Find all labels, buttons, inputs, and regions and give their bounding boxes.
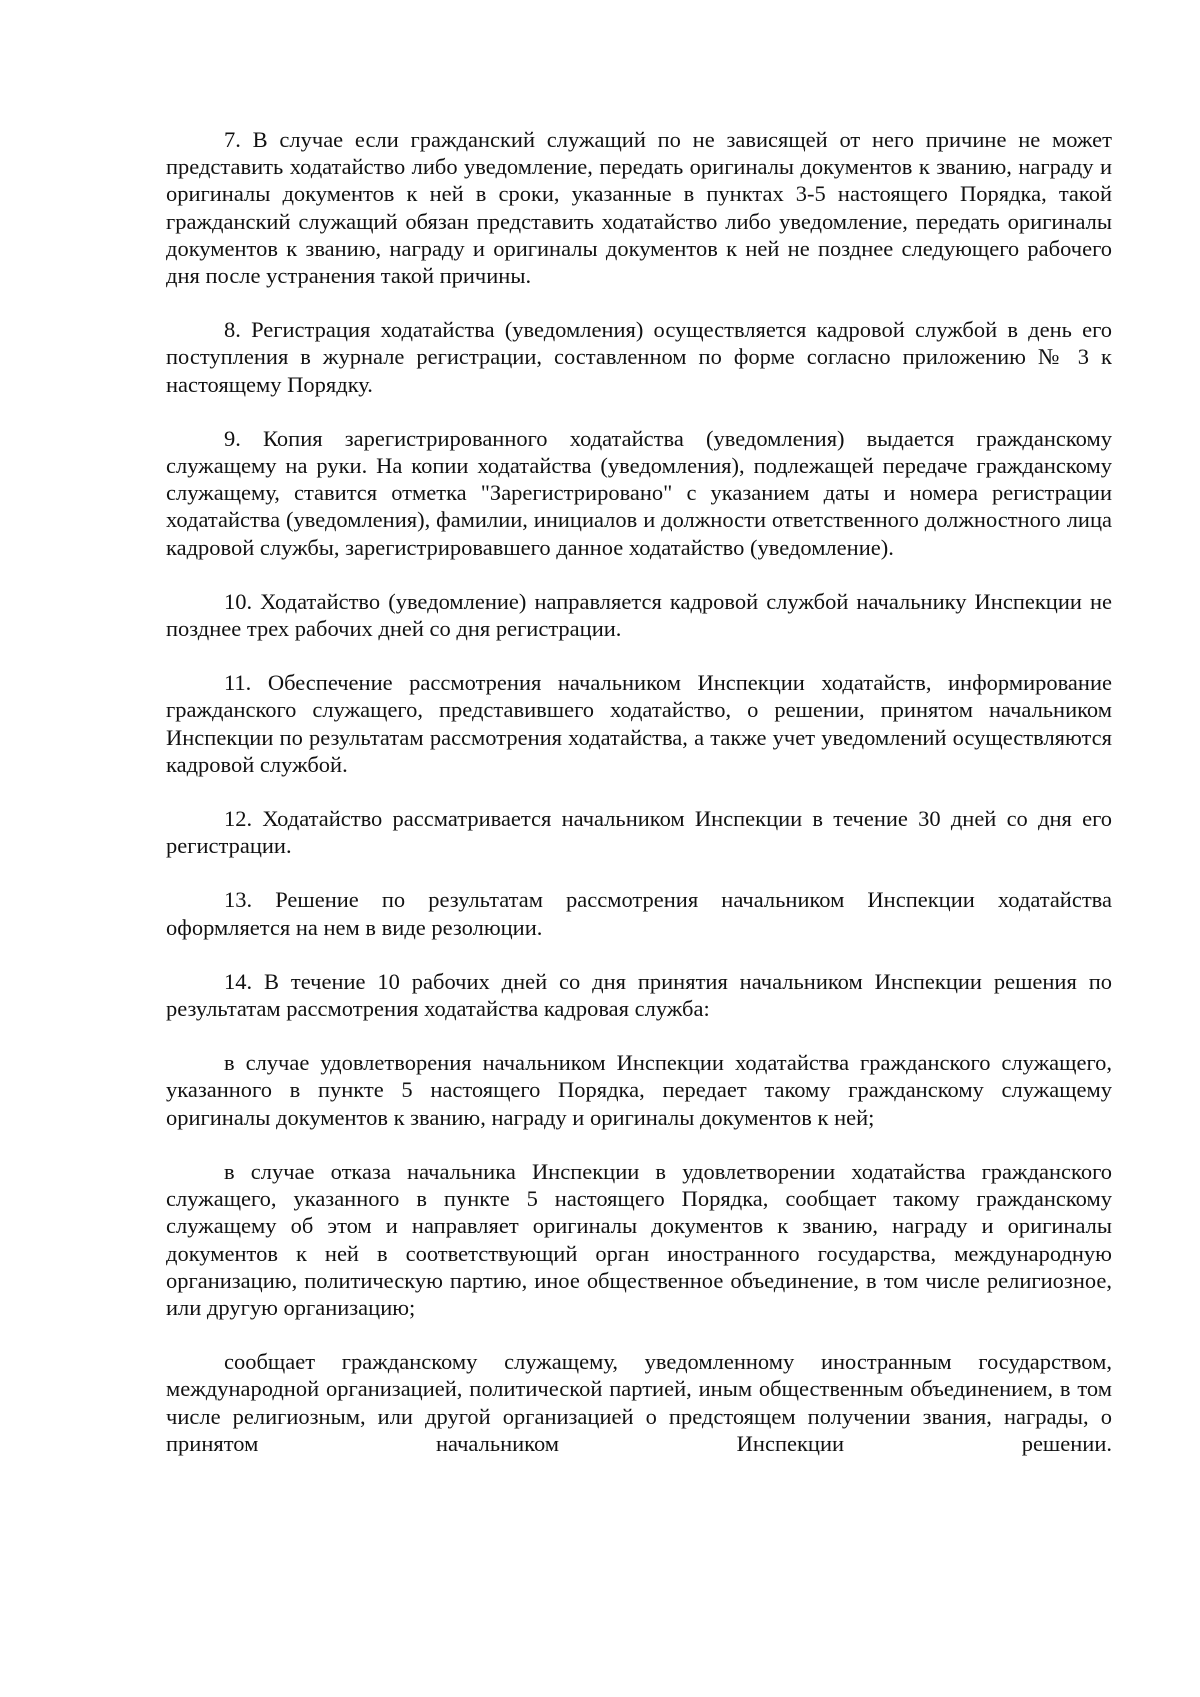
paragraph-14-notification: сообщает гражданскому служащему, уведомленному иностранным государством, международной организацией, политической партией, иным общественным объединением, в том числе религиозным, или другой организацией о предстоящем получении звания, награды, о принятом начальником Инспекции решении.	[166, 1349, 1112, 1456]
paragraph-11: 11. Обеспечение рассмотрения начальником Инспекции ходатайств, информирование гражданского служащего, представившего ходатайство, о решении, принятом начальником Инспекции по результатам рассмотрения ходатайства, а также учет уведомлений осуществляются кадровой службой.	[166, 670, 1112, 777]
paragraph-8: 8. Регистрация ходатайства (уведомления) осуществляется кадровой службой в день его поступления в журнале регистрации, составленном по форме согласно приложению № 3 к настоящему Порядку.	[166, 317, 1112, 397]
document-body	[166, 126, 1112, 1484]
paragraph-10: 10. Ходатайство (уведомление) направляется кадровой службой начальнику Инспекции не позднее трех рабочих дней со дня регистрации.	[166, 588, 1112, 642]
paragraph-14-case-approval: в случае удовлетворения начальником Инспекции ходатайства гражданского служащего, указанного в пункте 5 настоящего Порядка, передает такому гражданскому служащему оригиналы документов к званию, награду и оригиналы документов к ней;	[166, 1050, 1112, 1130]
paragraph-9: 9. Копия зарегистрированного ходатайства (уведомления) выдается гражданскому служащему на руки. На копии ходатайства (уведомления), подлежащей передаче гражданскому служащему, ставится отметка "Зарегистрировано" с указанием даты и номера регистрации ходатайства (уведомления), фамилии, инициалов и должности ответственного должностного лица кадровой службы, зарегистрировавшего данное ходатайство (уведомление).	[166, 425, 1112, 560]
paragraph-13: 13. Решение по результатам рассмотрения начальником Инспекции ходатайства оформляется на нем в виде резолюции.	[166, 887, 1112, 940]
paragraph-14-case-refusal: в случае отказа начальника Инспекции в удовлетворении ходатайства гражданского служащего, указанного в пункте 5 настоящего Порядка, сообщает такому гражданскому служащему об этом и направляет оригиналы документов к званию, награду и оригиналы документов к ней в соответствующий орган иностранного государства, международную организацию, политическую партию, иное общественное объединение, в том числе религиозное, или другую организацию;	[166, 1158, 1112, 1320]
paragraph-14: 14. В течение 10 рабочих дней со дня принятия начальником Инспекции решения по результатам рассмотрения ходатайства кадровая служба:	[166, 968, 1112, 1022]
paragraph-7: 7. В случае если гражданский служащий по не зависящей от него причине не может представить ходатайство либо уведомление, передать оригиналы документов к званию, награду и оригиналы документов к ней в сроки, указанные в пунктах 3-5 настоящего Порядка, такой гражданский служащий обязан представить ходатайство либо уведомление, передать оригиналы документов к званию, награду и оригиналы документов к ней не позднее следующего рабочего дня после устранения такой причины.	[166, 127, 1112, 289]
paragraph-12: 12. Ходатайство рассматривается начальником Инспекции в течение 30 дней со дня его регистрации.	[166, 806, 1112, 859]
